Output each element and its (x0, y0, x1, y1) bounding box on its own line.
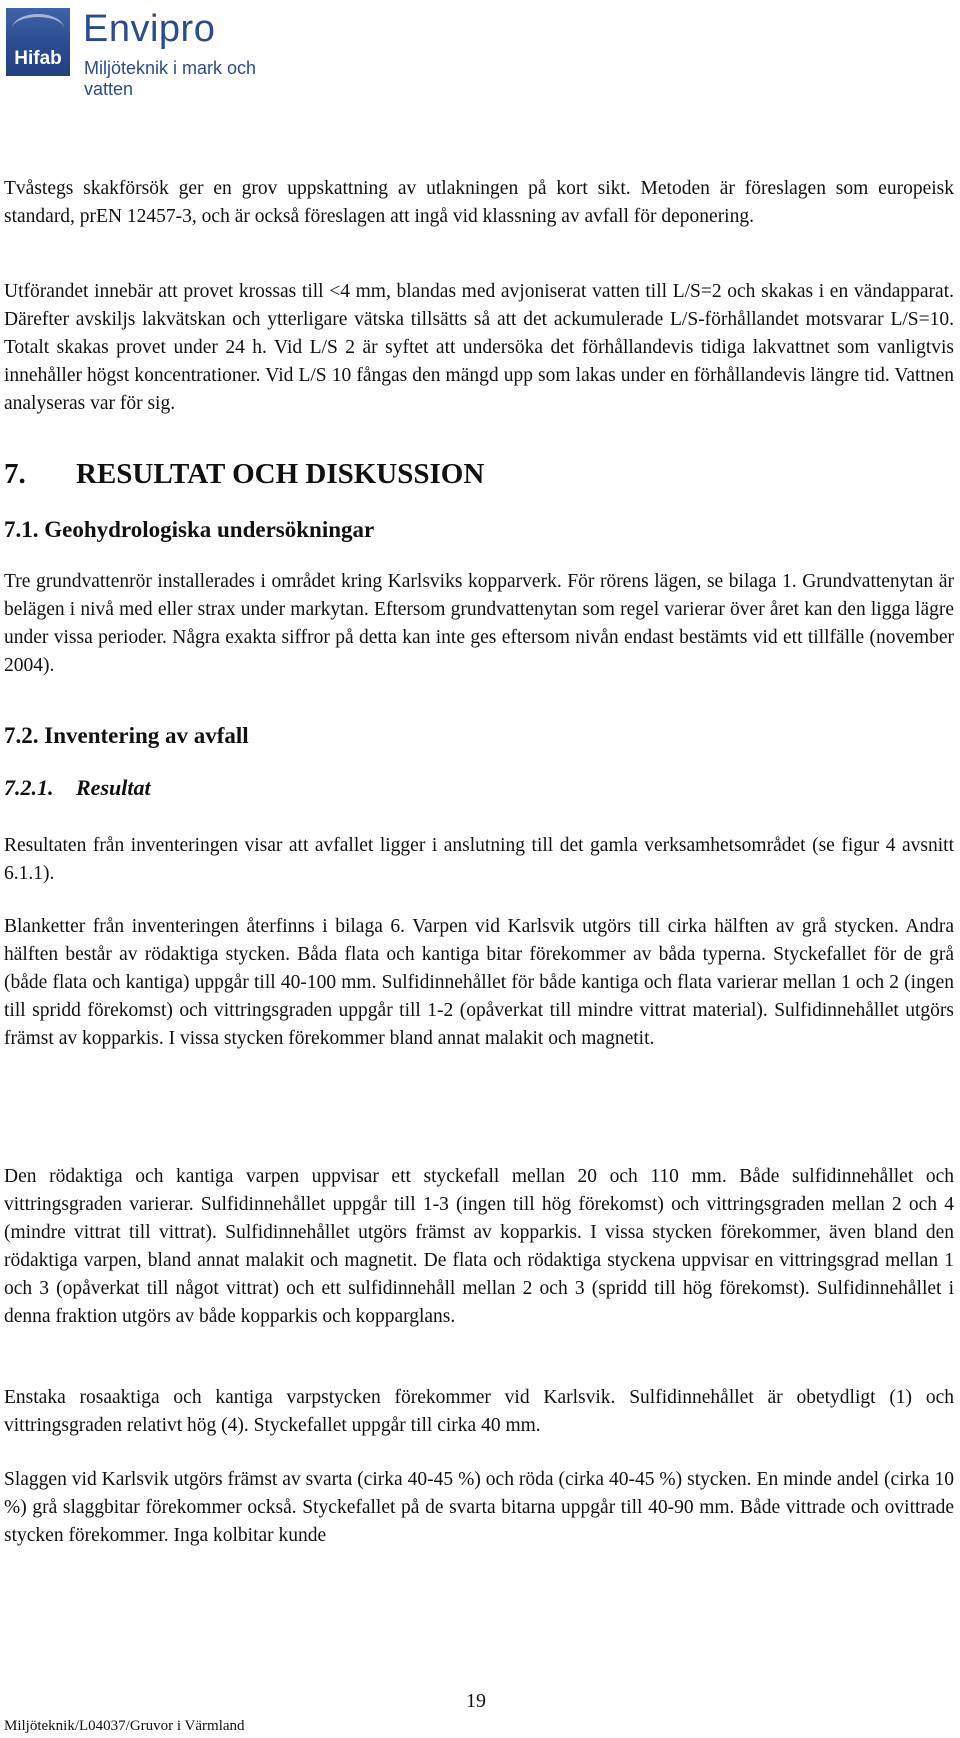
page-number: 19 (466, 1690, 486, 1712)
paragraph-rodaktiga-varpen: Den rödaktiga och kantiga varpen uppvisar ett styckefall mellan 20 och 110 mm. Både sulfidinnehållet och vittringsgraden varierar. Sulfidinnehållet uppgår till 1-3 (ingen till hög förekomst) och vittringsgraden mellan 2 och 4 (mindre vittrat till vittrat). Sulfidinnehållet utgörs främst av kopparkis. I vissa stycken förekommer, även bland den rödaktiga varpen, bland annat malakit och magnetit. De flata och rödaktiga styckena uppvisar en vittringsgrad mellan 1 och 3 (opåverkat till något vittrat) och ett sulfidinnehåll mellan 2 och 3 (spridd till hög förekomst). Sulfidinnehållet i denna fraktion utgörs av både kopparkis och kopparglans. (4, 1166, 954, 1327)
brand-tagline: Miljöteknik i mark och vatten (84, 58, 257, 99)
section-number: 7. (4, 458, 26, 490)
paragraph-skakforsok: Tvåstegs skakförsök ger en grov uppskattning av utlakningen på kort sikt. Metoden är föreslagen som europeisk standard, prEN 12457-3, och är också föreslagen att ingå vid klassning av avfall för deponering. (4, 178, 954, 227)
company-logo (6, 8, 306, 99)
subsubsection-title: Resultat (76, 775, 151, 800)
subsubsection-heading-7-2-1 (4, 775, 151, 801)
paragraph-grundvatten: Tre grundvattenrör installerades i området kring Karlsviks kopparverk. För rörens lägen, se bilaga 1. Grundvattenytan är belägen i nivå med eller strax under markytan. Eftersom grundvattenytan som regel varierar över året kan den ligga lägre under vissa perioder. Några exakta siffror på detta kan inte ges eftersom nivån endast bestämts vid ett tillfälle (november 2004). (4, 571, 954, 676)
logo-mark-text: Hifab (14, 48, 62, 69)
paragraph-slaggen: Slaggen vid Karlsvik utgörs främst av svarta (cirka 40-45 %) och röda (cirka 40-45 %) stycken. En minde andel (cirka 10 %) grå slaggbitar förekommer också. Styckefallet på de svarta bitarna uppgår till 40-90 mm. Både vittrade och ovittrade stycken förekommer. Inga kolbitar kunde (4, 1469, 954, 1546)
paragraph-utforandet: Utförandet innebär att provet krossas till <4 mm, blandas med avjoniserat vatten till L/S=2 och skakas i en vändapparat. Därefter avskiljs lakvätskan och ytterligare vätska tillsätts så att det ackumulerade L/S-förhållandet motsvarar L/S=10. Totalt skakas provet under 24 h. Vid L/S 2 är syftet att undersöka det förhållandevis tidiga lakvattnet som vanligtvis innehåller högst koncentrationer. Vid L/S 10 fångas den mängd upp som lakas under en förhållandevis längre tid. Vattnen analyseras var för sig. (4, 281, 954, 414)
logo-arc-icon (12, 14, 64, 43)
brand-name: Envipro (83, 8, 216, 50)
paragraph-resultaten: Resultaten från inventeringen visar att avfallet ligger i anslutning till det gamla verksamhetsområdet (se figur 4 avsnitt 6.1.1). (4, 835, 954, 884)
section-title: RESULTAT OCH DISKUSSION (76, 458, 485, 490)
subsection-heading-7-2: 7.2. Inventering av avfall (4, 723, 249, 748)
document-reference: Miljöteknik/L04037/Gruvor i Värmland (4, 1718, 245, 1734)
subsection-heading-7-1: 7.1. Geohydrologiska undersökningar (4, 517, 375, 542)
section-heading-7 (4, 458, 484, 491)
paragraph-blanketter: Blanketter från inventeringen återfinns i bilaga 6. Varpen vid Karlsvik utgörs till cirka hälften av grå stycken. Andra hälften består av rödaktiga stycken. Båda flata och kantiga bitar förekommer av båda typerna. Styckefallet för de grå (både flata och kantiga) uppgår till 40-100 mm. Sulfidinnehållet för både kantiga och flata varierar mellan 1 och 2 (ingen till spridd förekomst) och vittringsgraden uppgår till 1-2 (opåverkat till mindre vittrat material). Sulfidinnehållet utgörs främst av kopparkis. I vissa stycken förekommer bland annat malakit och magnetit. (4, 916, 954, 1049)
subsubsection-number: 7.2.1. (4, 775, 54, 800)
hifab-logo-mark (6, 8, 70, 76)
paragraph-rosaaktiga: Enstaka rosaaktiga och kantiga varpstycken förekommer vid Karlsvik. Sulfidinnehållet är obetydligt (1) och vittringsgraden relativt hög (4). Styckefallet uppgår till cirka 40 mm. (4, 1387, 954, 1436)
